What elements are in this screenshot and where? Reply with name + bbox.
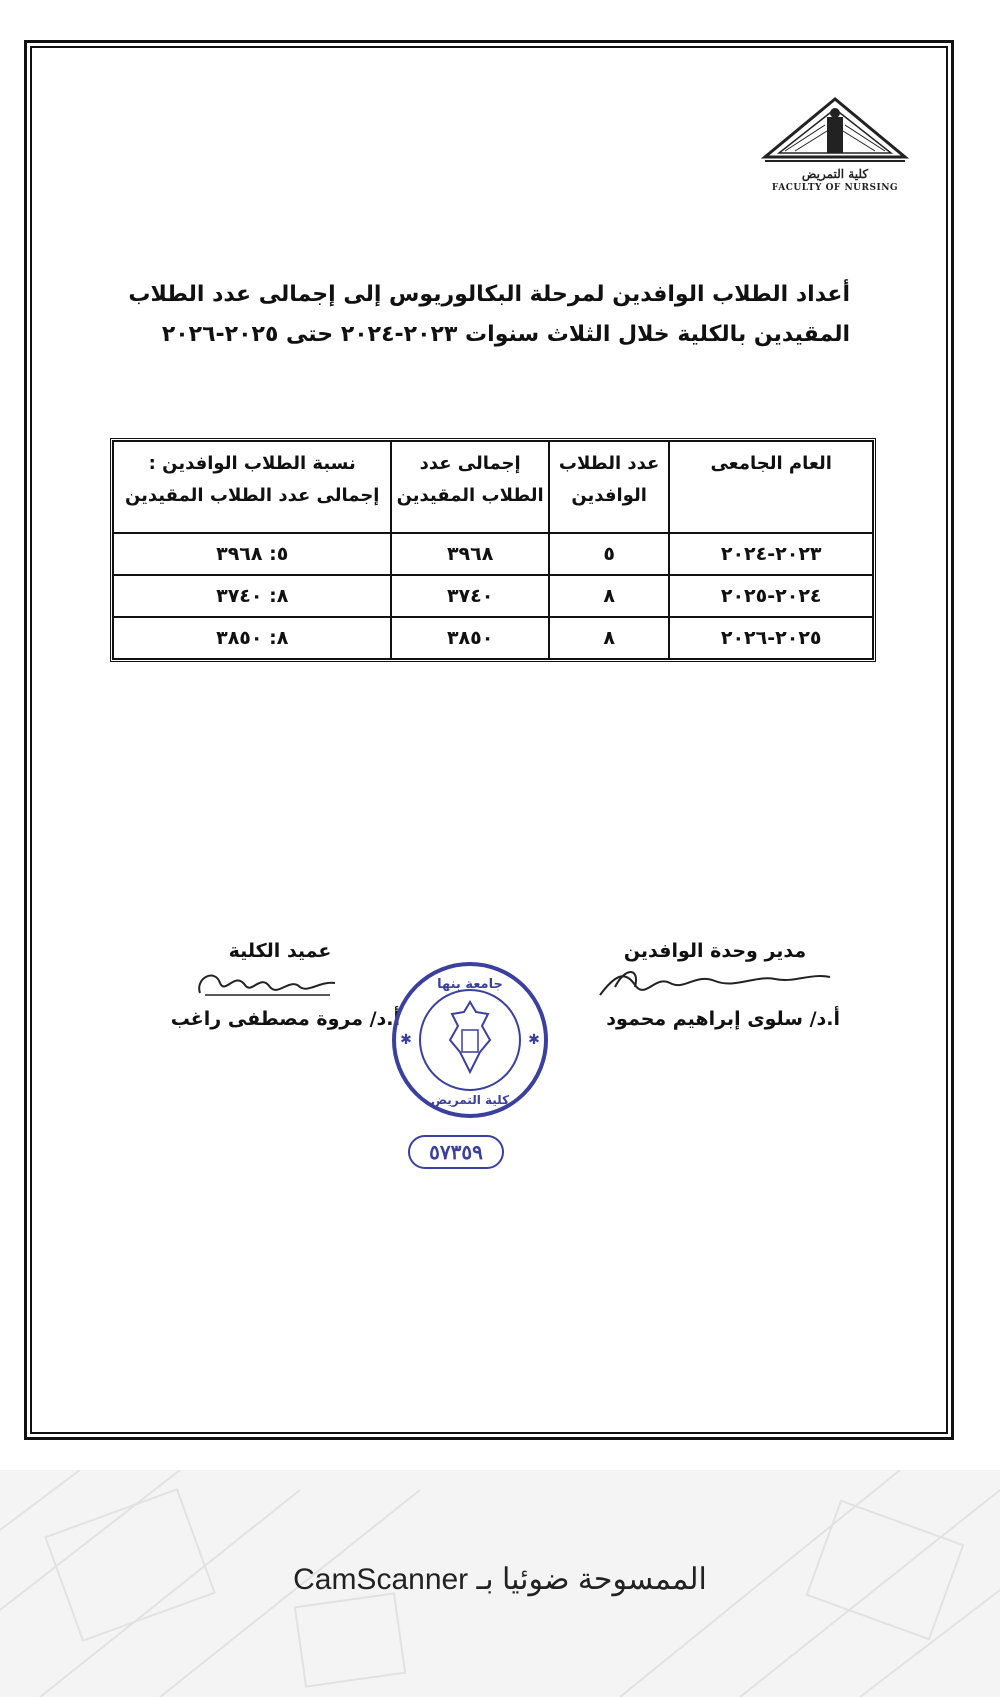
header-total-enrolled: إجمالى عدد الطلاب المقيدين [391,441,548,533]
handwritten-signature-right [595,965,835,1005]
stamp-bottom-text: كلية التمريض [430,1093,510,1107]
logo-english-text: FACULTY OF NURSING [771,183,899,193]
cell-total: ٣٧٤٠ [391,575,548,617]
signature-title: عميد الكلية [228,940,332,962]
title-line-2: المقيدين بالكلية خلال الثلاث سنوات ٢٠٢٣-٢٠٢٤ حتى ٢٠٢٥-٢٠٢٦ [161,322,850,347]
stamp-serial-number: ٥٧٣٥٩ [408,1135,504,1169]
cell-year: ٢٠٢٤-٢٠٢٥ [669,575,873,617]
eagle-seal-icon [390,960,550,1120]
document-title [120,275,850,355]
cell-year: ٢٠٢٣-٢٠٢٤ [669,533,873,575]
logo-arabic-text: كلية التمريض [801,167,869,181]
star-icon: ✱ [528,1032,540,1048]
cell-total: ٣٨٥٠ [391,617,548,659]
cell-ratio: ٥: ٣٩٦٨ [113,533,391,575]
cell-expat: ٥ [549,533,670,575]
faculty-logo-icon [755,95,915,175]
star-icon: ✱ [400,1032,412,1048]
table-header-row [113,441,873,533]
cell-expat: ٨ [549,617,670,659]
handwritten-signature-left [190,963,340,1003]
title-line-1: أعداد الطلاب الوافدين لمرحلة البكالوريوس إلى إجمالى عدد الطلاب [128,282,850,307]
table-row [113,533,873,575]
signature-name: أ.د/ مروة مصطفى راغب [170,1008,400,1030]
header-ratio: نسبة الطلاب الوافدين : إجمالى عدد الطلاب المقيدين [113,441,391,533]
faculty-logo [755,95,915,200]
header-year: العام الجامعى [669,441,873,533]
official-stamp [390,960,550,1120]
stamp-top-text: جامعة بنها [437,977,503,992]
students-table [110,438,876,662]
cell-year: ٢٠٢٥-٢٠٢٦ [669,617,873,659]
table-row [113,617,873,659]
page-border-inner [30,46,948,1434]
signature-name: أ.د/ سلوى إبراهيم محمود [606,1008,840,1030]
cell-ratio: ٨: ٣٨٥٠ [113,617,391,659]
cell-total: ٣٩٦٨ [391,533,548,575]
signature-title: مدير وحدة الوافدين [623,940,807,962]
table-row [113,575,873,617]
camscanner-watermark: الممسوحة ضوئيا بـ CamScanner [293,1563,707,1596]
cell-ratio: ٨: ٣٧٤٠ [113,575,391,617]
cell-expat: ٨ [549,575,670,617]
header-expat-count: عدد الطلاب الوافدين [549,441,670,533]
